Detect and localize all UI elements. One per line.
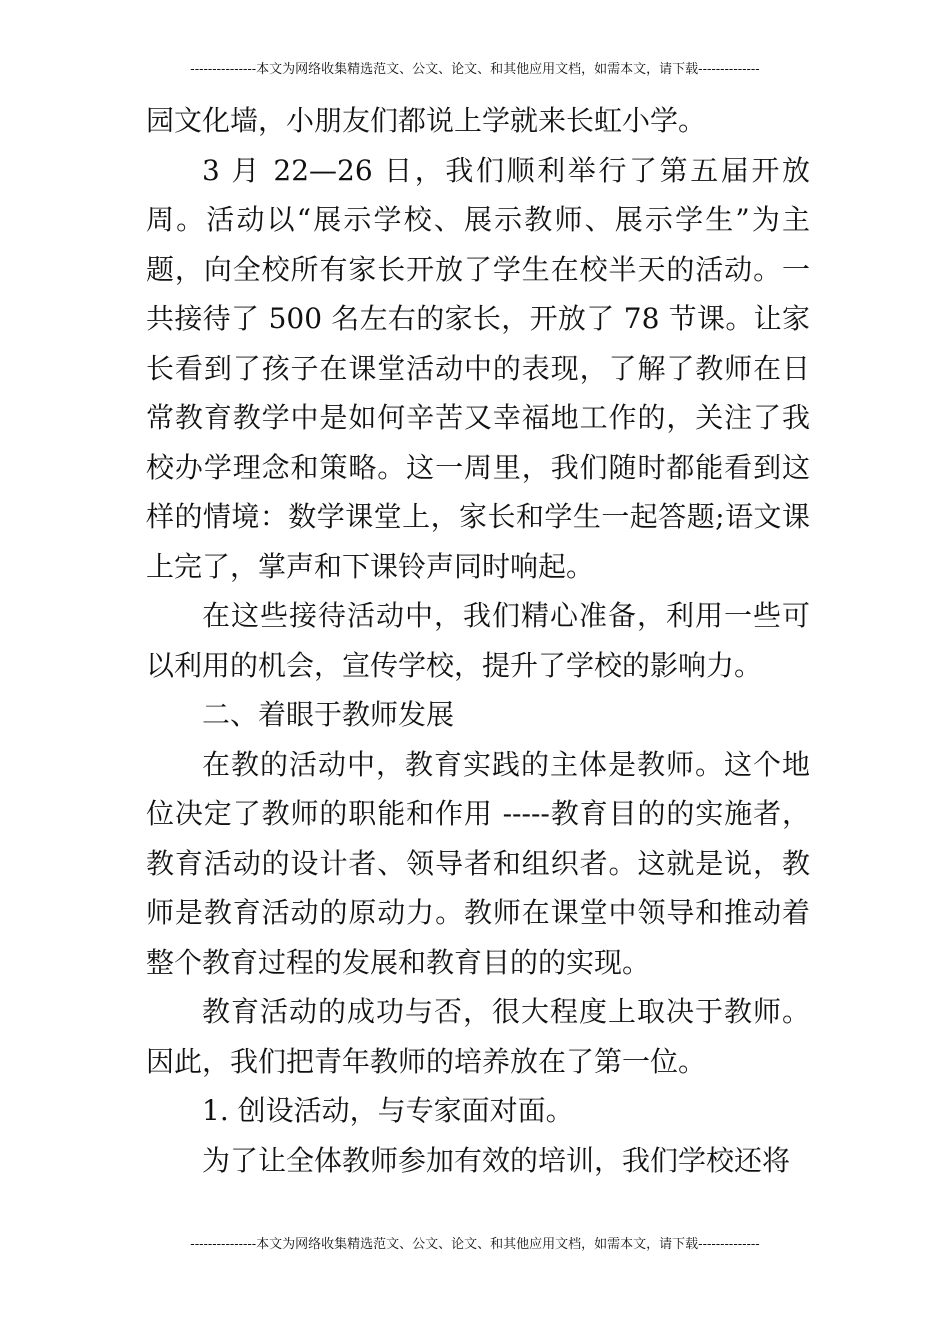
paragraph-5: 教育活动的成功与否，很大程度上取决于教师。因此，我们把青年教师的培养放在了第一位。 xyxy=(146,995,810,1078)
section-heading: 二、着眼于教师发展 xyxy=(202,698,455,731)
paragraph-1: 园文化墙，小朋友们都说上学就来长虹小学。 xyxy=(146,104,707,137)
paragraph-4: 在教的活动中，教育实践的主体是教师。这个地位决定了教师的职能和作用 -----教育目的的实施者，教育活动的设计者、领导者和组织者。这就是说，教师是教育活动的原动力。教师在课堂中领导和推动着整个教育过程的发展和教育目的的实现。 xyxy=(146,747,810,979)
footer-banner: ---------------本文为网络收集精选范文、公文、论文、和其他应用文档，如需本文，请下载-------------- xyxy=(190,1237,760,1252)
paragraph-2: 3 月 22—26 日，我们顺利举行了第五届开放周。活动以“展示学校、展示教师、展示学生”为主题，向全校所有家长开放了学生在校半天的活动。一共接待了 500 名左右的家长，开放了 78 节课。让家长看到了孩子在课堂活动中的表现，了解了教师在日常教育教学中是如何辛苦又幸福地工作的，关注了我校办学理念和策略。这一周里，我们随时都能看到这样的情境：数学课堂上，家长和学生一起答题;语文课上完了，掌声和下课铃声同时响起。 xyxy=(146,153,810,583)
list-item-heading: 1. 创设活动，与专家面对面。 xyxy=(202,1094,574,1127)
paragraph-6: 为了让全体教师参加有效的培训，我们学校还将 xyxy=(202,1143,791,1177)
paragraph-3: 在这些接待活动中，我们精心准备，利用一些可以利用的机会，宣传学校，提升了学校的影响力。 xyxy=(146,599,810,682)
header-banner: ---------------本文为网络收集精选范文、公文、论文、和其他应用文档，如需本文，请下载-------------- xyxy=(190,62,760,77)
document-body xyxy=(146,96,810,1185)
